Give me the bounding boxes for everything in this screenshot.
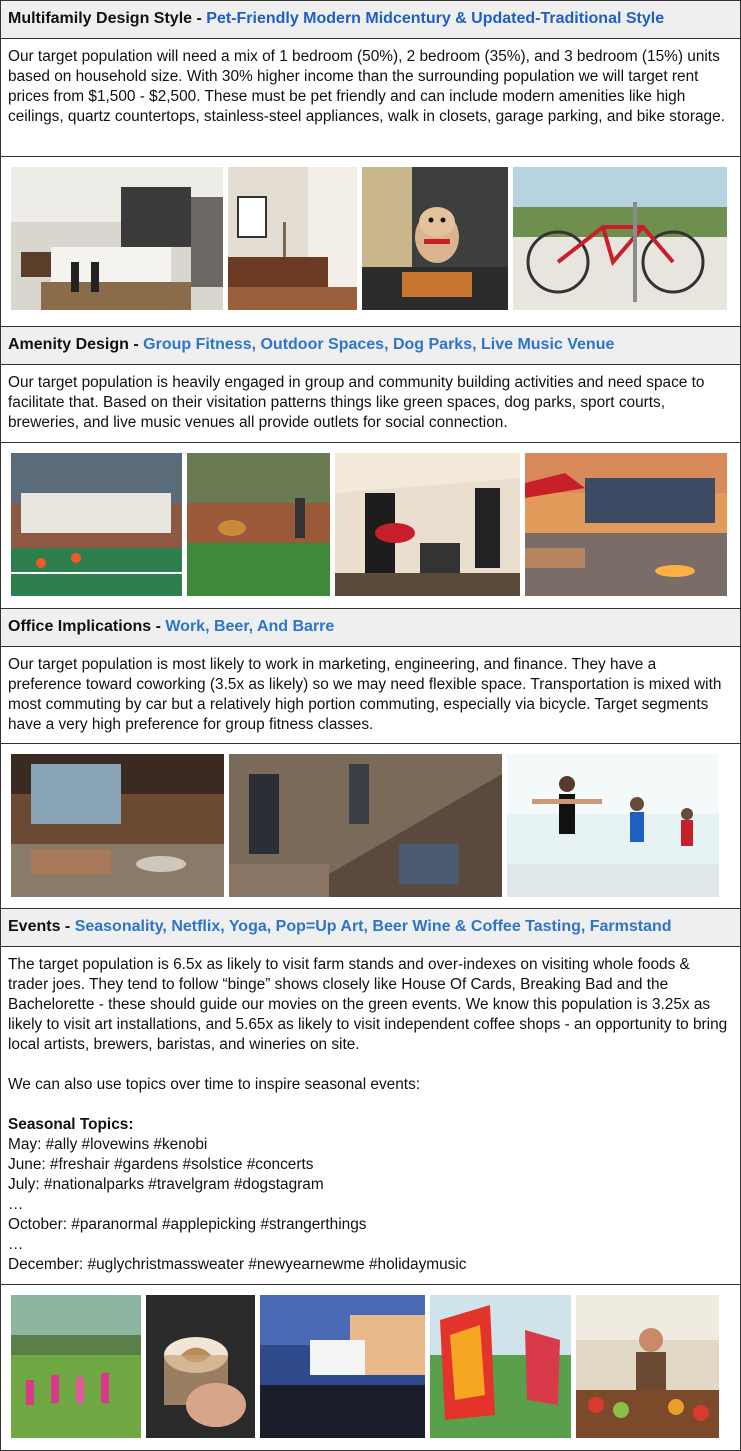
- photo-kitchen: [11, 167, 223, 310]
- photo-bicycle: [513, 167, 727, 310]
- section-separator: -: [60, 918, 75, 935]
- section-paragraph: Our target population is heavily engaged in group and community building activities and need space to facilitate that. Based on their visitation patterns things like green spaces, dog parks, sport courts, breweries, and live music venues all provide outlets for social connection.: [8, 374, 705, 431]
- section-header-office: [1, 609, 740, 647]
- photo-movie-on-green: [260, 1295, 425, 1438]
- seasonal-topics-title: Seasonal Topics:: [8, 1116, 134, 1133]
- photo-outdoor-patio: [525, 453, 727, 596]
- photo-office-stairs: [229, 754, 502, 897]
- section-body-office: [1, 647, 740, 744]
- topic-line: …: [8, 1196, 24, 1213]
- section-subtitle: Work, Beer, And Barre: [165, 618, 335, 635]
- topic-line: May: #ally #lovewins #kenobi: [8, 1136, 208, 1153]
- section-subtitle: Pet-Friendly Modern Midcentury & Updated-Traditional Style: [206, 10, 665, 27]
- photo-fitness-class: [507, 754, 719, 897]
- section-body-multifamily: [1, 39, 740, 157]
- section-separator: -: [192, 10, 207, 27]
- photo-latte: [146, 1295, 255, 1438]
- photo-popup-art: [430, 1295, 571, 1438]
- photo-outdoor-yoga: [11, 1295, 141, 1438]
- section-separator: -: [151, 618, 166, 635]
- section-subtitle: Group Fitness, Outdoor Spaces, Dog Parks, Live Music Venue: [143, 336, 615, 353]
- section-header-amenity: [1, 327, 740, 365]
- topic-line: December: #uglychristmassweater #newyearnewme #holidaymusic: [8, 1256, 467, 1273]
- section-paragraph: Our target population will need a mix of 1 bedroom (50%), 2 bedroom (35%), and 3 bedroom (15%) units based on household size. With 30% higher income than the surrounding population we will target rent prices from $1,500 - $2,500. These must be pet friendly and can include modern amenities like high ceilings, quartz countertops, stainless-steel appliances, walk in closets, garage parking, and bike storage.: [8, 48, 725, 125]
- photo-strip-amenity: [1, 443, 740, 609]
- topic-line: …: [8, 1236, 24, 1253]
- photo-live-music: [335, 453, 520, 596]
- photo-dog-park: [187, 453, 330, 596]
- photo-farmstand: [576, 1295, 719, 1438]
- photo-dog: [362, 167, 508, 310]
- section-paragraph: The target population is 6.5x as likely to visit farm stands and over-indexes on visiting whole foods & trader joes. They tend to follow “binge” shows closely like House Of Cards, Breaking Bad and the Bachelorette - these should guide our movies on the green events. We know this population is 3.25x as likely to visit art installations, and 5.65x as likely to visit independent coffee shops - an opportunity to bring local artists, brewers, baristas, and wineries on site.: [8, 956, 728, 1053]
- topic-line: July: #nationalparks #travelgram #dogstagram: [8, 1176, 324, 1193]
- section-body-events: [1, 947, 740, 1285]
- section-label: Multifamily Design Style: [8, 10, 193, 27]
- photo-coworking-lounge: [11, 754, 224, 897]
- section-separator: -: [128, 336, 144, 353]
- section-label: Events: [8, 918, 61, 935]
- section-label: Amenity Design: [8, 336, 129, 353]
- section-paragraph: Our target population is most likely to work in marketing, engineering, and finance. They have a preference toward coworking (3.5x as likely) so we may need flexible space. Transportation is mixed with most commuting by car but a relatively high portion commuting, especially via bicycle. Target segments have a very high preference for group fitness classes.: [8, 656, 722, 733]
- photo-strip-events: [1, 1285, 740, 1450]
- section-label: Office Implications: [8, 618, 152, 635]
- photo-living-room: [228, 167, 357, 310]
- section-header-multifamily: [1, 1, 740, 39]
- photo-strip-office: [1, 744, 740, 909]
- topic-line: October: #paranormal #applepicking #strangerthings: [8, 1216, 367, 1233]
- section-body-amenity: [1, 365, 740, 443]
- photo-strip-multifamily: [1, 157, 740, 327]
- topic-line: June: #freshair #gardens #solstice #concerts: [8, 1156, 314, 1173]
- photo-sport-court: [11, 453, 182, 596]
- section-header-events: [1, 909, 740, 947]
- section-paragraph-2: We can also use topics over time to inspire seasonal events:: [8, 1076, 421, 1093]
- section-subtitle: Seasonality, Netflix, Yoga, Pop=Up Art, Beer Wine & Coffee Tasting, Farmstand: [74, 918, 672, 935]
